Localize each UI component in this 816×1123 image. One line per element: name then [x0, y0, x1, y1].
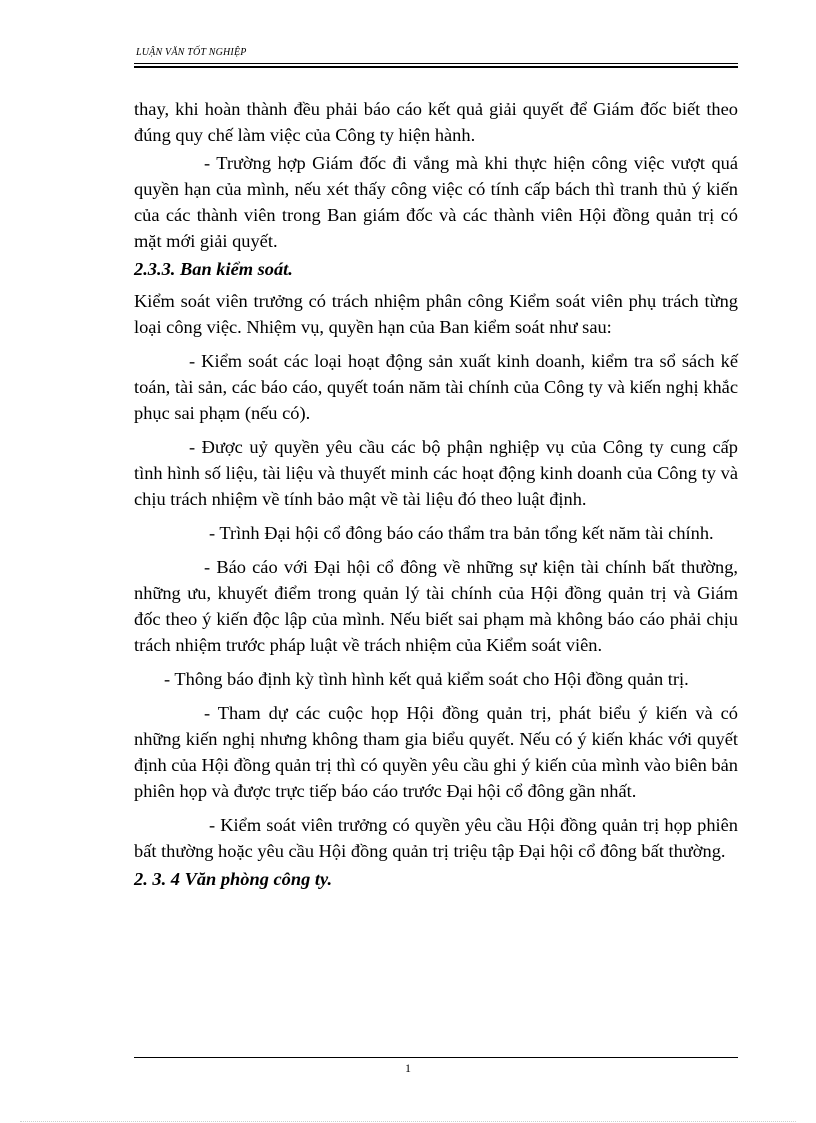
paragraph: - Báo cáo với Đại hội cổ đông về những sự kiện tài chính bất thường, những ưu, khuyết điểm trong quản lý tài chính của Hội đồng quản trị và Giám đốc theo ý kiến độc lập của mình. Nếu biết sai phạm mà không báo cáo phải chịu trách nhiệm trước pháp luật về trách nhiệm của Kiểm soát viên.	[134, 557, 738, 655]
header-rule-thick	[134, 66, 738, 68]
paragraph: - Kiểm soát viên trưởng có quyền yêu cầu Hội đồng quản trị họp phiên bất thường hoặc yêu cầu Hội đồng quản trị triệu tập Đại hội cổ đông bất thường.	[134, 815, 738, 861]
running-header: LUẬN VĂN TỐT NGHIỆP	[136, 47, 247, 58]
paragraph: - Tham dự các cuộc họp Hội đồng quản trị, phát biểu ý kiến và có những kiến nghị nhưng không tham gia biểu quyết. Nếu có ý kiến khác với quyết định của Hội đồng quản trị thì có quyền yêu cầu ghi ý kiến của mình vào biên bản phiên họp và được trực tiếp báo cáo trước Đại hội cổ đông gần nhất.	[134, 703, 738, 801]
section-heading: 2.3.3. Ban kiểm soát.	[134, 259, 293, 279]
document-body	[134, 96, 738, 898]
paragraph: - Kiểm soát các loại hoạt động sản xuất kinh doanh, kiểm tra sổ sách kế toán, tài sản, các báo cáo, quyết toán năm tài chính của Công ty và kiến nghị khắc phục sai phạm (nếu có).	[134, 351, 738, 423]
paragraph: Kiểm soát viên trưởng có trách nhiệm phân công Kiểm soát viên phụ trách từng loại công việc. Nhiệm vụ, quyền hạn của Ban kiểm soát như sau:	[134, 291, 738, 337]
paragraph: thay, khi hoàn thành đều phải báo cáo kết quả giải quyết để Giám đốc biết theo đúng quy chế làm việc của Công ty hiện hành.	[134, 99, 738, 145]
section-heading: 2. 3. 4 Văn phòng công ty.	[134, 869, 333, 889]
header-rule	[134, 63, 738, 64]
paragraph: - Được uỷ quyền yêu cầu các bộ phận nghiệp vụ của Công ty cung cấp tình hình số liệu, tài liệu và thuyết minh các hoạt động kinh doanh của Công ty và chịu trách nhiệm về tính bảo mật về tài liệu đó theo luật định.	[134, 437, 738, 509]
footer-rule	[134, 1057, 738, 1058]
paragraph: - Thông báo định kỳ tình hình kết quả kiểm soát cho Hội đồng quản trị.	[164, 669, 689, 689]
paragraph: - Trường hợp Giám đốc đi vắng mà khi thực hiện công việc vượt quá quyền hạn của mình, nếu xét thấy công việc có tính cấp bách thì tranh thủ ý kiến của các thành viên trong Ban giám đốc và các thành viên Hội đồng quản trị có mặt mới giải quyết.	[134, 153, 738, 251]
page-number: 1	[405, 1061, 411, 1075]
page-edge-divider	[20, 1121, 796, 1122]
paragraph: - Trình Đại hội cổ đông báo cáo thẩm tra bản tổng kết năm tài chính.	[209, 523, 714, 543]
